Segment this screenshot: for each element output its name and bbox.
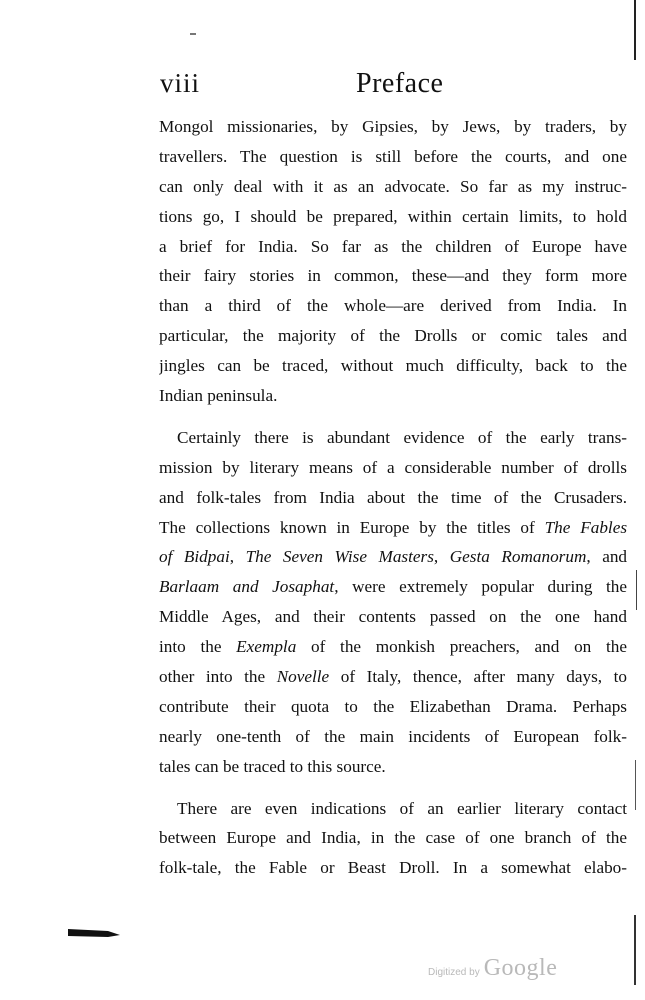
stray-mark xyxy=(190,33,196,35)
page-number: viii xyxy=(160,68,201,98)
paragraph xyxy=(159,112,627,411)
text-line: jingles can be traced, without much difficulty, back to the xyxy=(159,356,627,376)
text-line: travellers. The question is still before the courts, and one xyxy=(159,146,627,166)
running-title: Preface xyxy=(356,68,444,99)
watermark-prefix: Digitized by xyxy=(428,967,480,978)
text-line: Certainly there is abundant evidence of the early trans- xyxy=(177,427,627,447)
text-line: their fairy stories in common, these—and they form more xyxy=(159,266,627,286)
text-line: Middle Ages, and their contents passed on the one hand xyxy=(159,607,627,627)
text-line: Mongol missionaries, by Gipsies, by Jews, by traders, by xyxy=(159,117,627,136)
text-line: between Europe and India, in the case of one branch of the xyxy=(159,828,627,848)
text-line: Barlaam and Josaphat, were extremely popular during the xyxy=(159,577,627,597)
page-edge-line xyxy=(636,570,637,610)
text-line: of Bidpai, The Seven Wise Masters, Gesta Romanorum, and xyxy=(159,547,627,567)
text-line: tales can be traced to this source. xyxy=(159,756,386,776)
page-edge-line xyxy=(634,915,636,985)
digitized-watermark xyxy=(428,955,568,985)
text-line: particular, the majority of the Drolls or comic tales and xyxy=(159,326,627,346)
text-line: folk-tale, the Fable or Beast Droll. In a somewhat elabo- xyxy=(159,858,627,878)
text-line: and folk-tales from India about the time of the Crusaders. xyxy=(159,487,627,507)
paragraph xyxy=(159,794,627,884)
text-line: than a third of the whole—are derived from India. In xyxy=(159,296,627,316)
page-edge-line xyxy=(635,760,636,810)
text-line: a brief for India. So far as the children of Europe have xyxy=(159,236,627,256)
text-line: tions go, I should be prepared, within certain limits, to hold xyxy=(159,206,627,226)
running-header xyxy=(160,68,630,108)
text-line: Indian peninsula. xyxy=(159,386,278,406)
text-line: can only deal with it as an advocate. So far as my instruc- xyxy=(159,176,627,196)
scan-thumb-mark xyxy=(68,925,120,939)
text-line: contribute their quota to the Elizabethan Drama. Perhaps xyxy=(159,696,627,716)
text-line: nearly one-tenth of the main incidents of European folk- xyxy=(159,726,627,746)
google-logo: Google xyxy=(483,955,558,981)
text-line: mission by literary means of a considerable number of drolls xyxy=(159,457,627,477)
text-line: other into the Novelle of Italy, thence, after many days, to xyxy=(159,667,627,687)
text-line: The collections known in Europe by the titles of The Fables xyxy=(159,517,627,537)
text-line: into the Exempla of the monkish preachers, and on the xyxy=(159,637,627,657)
body-text xyxy=(159,112,627,883)
paragraph xyxy=(159,423,627,782)
text-line: There are even indications of an earlier literary contact xyxy=(177,798,627,818)
page-edge-line xyxy=(634,0,636,60)
